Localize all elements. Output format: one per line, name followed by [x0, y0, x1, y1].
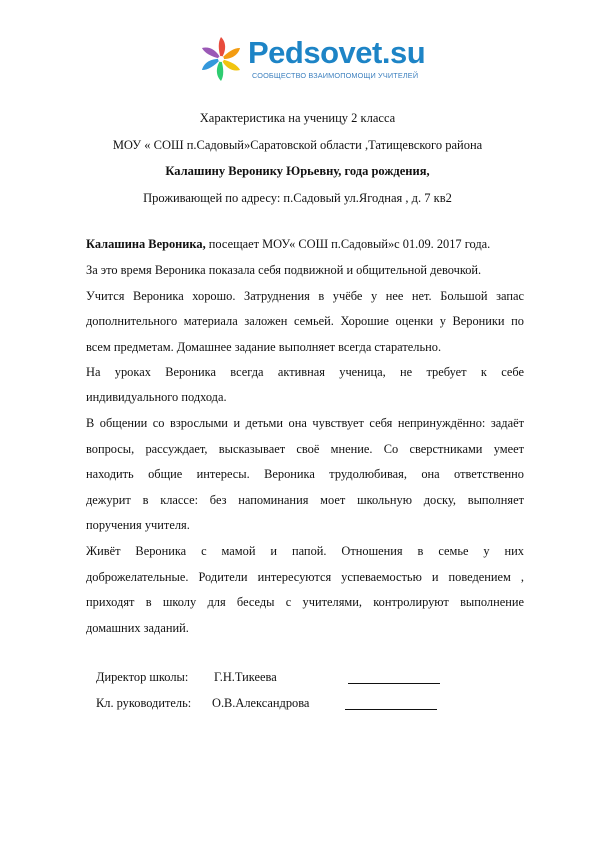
- body-line: всем предметам. Домашнее задание выполняет всегда старательно.: [86, 340, 442, 354]
- brand-name: Pedsovet.su: [248, 35, 426, 70]
- pinwheel-logo-icon: [196, 34, 246, 84]
- student-name-line: Калашину Веронику Юрьевну, года рождения,: [165, 164, 430, 178]
- body-line: Учится Вероника хорошо. Затруднения в учёбе у нее нет. Большой запас: [86, 289, 524, 303]
- logo-petal: [217, 59, 223, 81]
- document-title: Характеристика на ученицу 2 класса: [199, 111, 396, 125]
- director-signature-line: [348, 683, 440, 684]
- school-line: МОУ « СОШ п.Садовый»Саратовской области ,Татищевского района: [112, 138, 483, 152]
- intro-line: [86, 236, 524, 253]
- body-line: За это время Вероника показала себя подвижной и общительной девочкой.: [86, 263, 482, 277]
- body-line: На уроках Вероника всегда активная ученица, не требует к себе: [86, 365, 524, 379]
- body-line: приходят в школу для беседы с учителями, контролируют выполнение: [86, 595, 524, 609]
- body-line: доброжелательные. Родители интересуются успеваемостью и поведением ,: [86, 570, 524, 584]
- body-line: поручения учителя.: [86, 518, 190, 532]
- address-line: Проживающей по адресу: п.Садовый ул.Ягодная , д. 7 кв2: [143, 191, 452, 205]
- director-name: Г.Н.Тикеева: [214, 670, 277, 684]
- intro-text: посещает МОУ« СОШ п.Садовый»с 01.09. 2017 года.: [205, 237, 491, 251]
- body-line: индивидуального подхода.: [86, 390, 227, 404]
- body-line: дополнительного материала заложен семьей. Хорошие оценки у Вероники по: [86, 314, 524, 328]
- body-line: дежурит в классе: без напоминания моет школьную доску, выполняет: [86, 493, 524, 507]
- teacher-signature-line: [345, 709, 437, 710]
- brand-tagline: СООБЩЕСТВО ВЗАИМОПОМОЩИ УЧИТЕЛЕЙ: [252, 71, 419, 80]
- logo-center: [218, 56, 224, 62]
- body-line: вопросы, рассуждает, высказывает своё мнение. Со сверстниками умеет: [86, 442, 524, 456]
- teacher-role: Кл. руководитель:: [96, 696, 192, 710]
- body-line: В общении со взрослыми и детьми она чувствует себя непринуждённо: задаёт: [86, 416, 524, 430]
- teacher-name: О.В.Александрова: [212, 696, 310, 710]
- body-line: домашних заданий.: [86, 621, 189, 635]
- logo-petal: [219, 37, 225, 59]
- pedsovet-logo: [196, 34, 446, 84]
- director-role: Директор школы:: [96, 670, 189, 684]
- intro-student-name: Калашина Вероника,: [86, 237, 206, 251]
- body-line: Живёт Вероника с мамой и папой. Отношения в семье у них: [86, 544, 524, 558]
- body-line: находить общие интересы. Вероника трудолюбивая, она ответственно: [86, 467, 524, 481]
